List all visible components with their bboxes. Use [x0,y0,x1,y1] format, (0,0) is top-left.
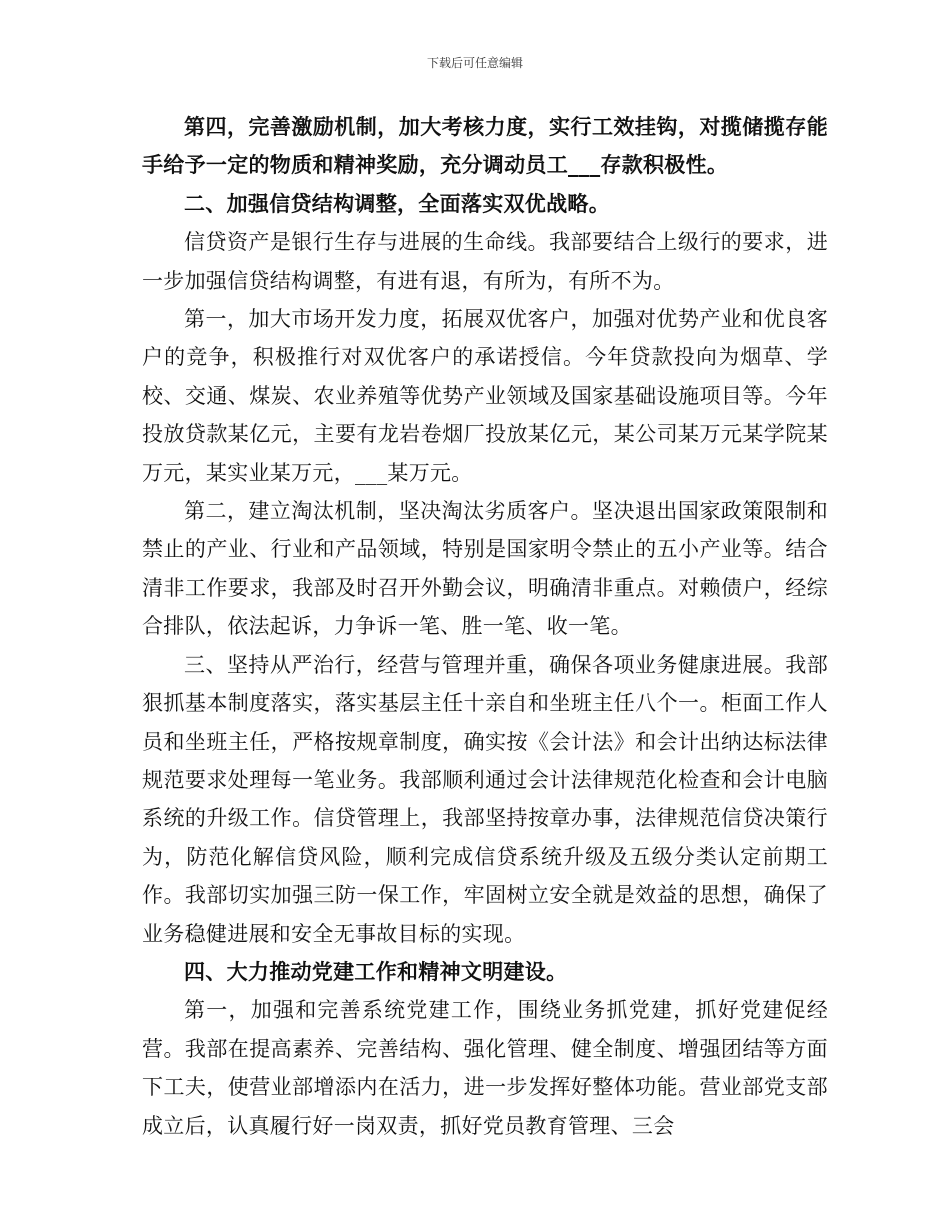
paragraph-party-building: 第一，加强和完善系统党建工作，围绕业务抓党建，抓好党建促经营。我部在提高素养、完善结构、强化管理、健全制度、增强团结等方面下工夫，使营业部增添内在活力，进一步发挥好整体功能。营业部党支部成立后，认真履行好一岗双责，抓好党员教育管理、三会 [142,998,828,1138]
heading-party-building: 四、大力推动党建工作和精神文明建设。 [184,958,568,984]
paragraph-incentive: 第四，完善激励机制，加大考核力度，实行工效挂钩，对揽储揽存能手给予一定的物质和精神奖励，充分调动员工___存款积极性。 [142,114,828,178]
paragraph-credit-assets: 信贷资产是银行生存与进展的生命线。我部要结合上级行的要求，进一步加强信贷结构调整，有进有退，有所为，有所不为。 [142,230,828,293]
heading-credit-structure: 二、加强信贷结构调整，全面落实双优战略。 [184,190,610,216]
paragraph-strict-management: 三、坚持从严治行，经营与管理并重，确保各项业务健康进展。我部狠抓基本制度落实，落实基层主任十亲自和坐班主任八个一。柜面工作人员和坐班主任，严格按规章制度，确实按《会计法》和会计出纳达标法律规范要求处理每一笔业务。我部顺利通过会计法律规范化检查和会计电脑系统的升级工作。信贷管理上，我部坚持按章办事，法律规范信贷决策行为，防范化解信贷风险，顺利完成信贷系统升级及五级分类认定前期工作。我部切实加强三防一保工作，牢固树立安全就是效益的思想，确保了业务稳健进展和安全无事故目标的实现。 [142,652,828,946]
page-header: 下载后可任意编辑 [426,56,523,70]
paragraph-elimination-mechanism: 第二，建立淘汰机制，坚决淘汰劣质客户。坚决退出国家政策限制和禁止的产业、行业和产品领域，特别是国家明令禁止的五小产业等。结合清非工作要求，我部及时召开外勤会议，明确清非重点。对赖债户，经综合排队，依法起诉，力争诉一笔、胜一笔、收一笔。 [142,499,828,639]
paragraph-market-development: 第一，加大市场开发力度，拓展双优客户，加强对优势产业和优良客户的竞争，积极推行对双优客户的承诺授信。今年贷款投向为烟草、学校、交通、煤炭、农业养殖等优势产业领域及国家基础设施项目等。今年投放贷款某亿元，主要有龙岩卷烟厂投放某亿元，某公司某万元某学院某万元，某实业某万元，___某万元。 [142,307,828,485]
document-body [142,108,828,1145]
